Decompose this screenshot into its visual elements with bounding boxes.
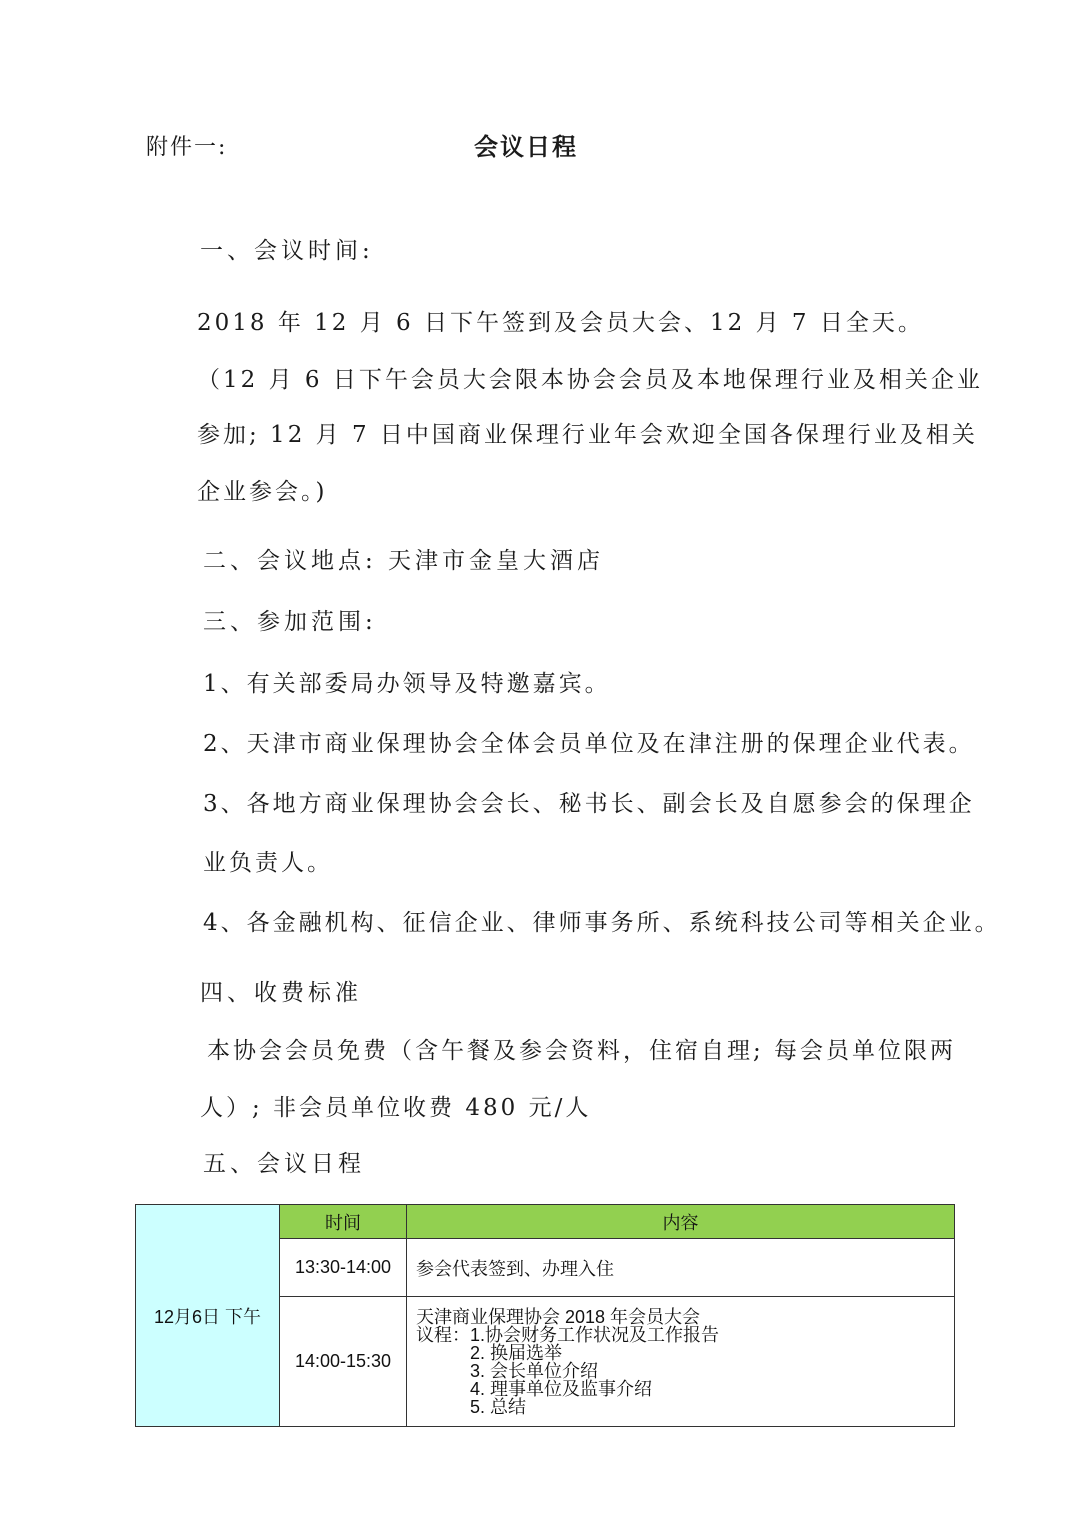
meeting-title: 天津商业保理协会 2018 年会员大会 bbox=[416, 1306, 701, 1327]
section-heading-fees: 四、收费标准 bbox=[200, 980, 362, 1006]
agenda-item-1: 议程：1.协会财务工作状况及工作报告 bbox=[416, 1324, 720, 1345]
schedule-content-cell bbox=[407, 1297, 955, 1427]
schedule-time-cell: 13:30-14:00 bbox=[280, 1239, 407, 1297]
time-line-4: 企业参会。) bbox=[197, 479, 328, 505]
column-header-time: 时间 bbox=[280, 1205, 407, 1239]
meeting-agenda bbox=[416, 1302, 954, 1422]
fees-line-1: 本协会会员免费（含午餐及参会资料，住宿自理; 每会员单位限两 bbox=[207, 1038, 957, 1064]
agenda-item-5: 5. 总结 bbox=[470, 1396, 527, 1417]
scope-item-1: 1、有关部委局办领导及特邀嘉宾。 bbox=[203, 671, 611, 697]
section-heading-agenda: 五、会议日程 bbox=[203, 1151, 365, 1177]
agenda-item-4: 4. 理事单位及监事介绍 bbox=[470, 1378, 653, 1399]
schedule-header-row bbox=[136, 1205, 955, 1239]
scope-item-3-line-1: 3、各地方商业保理协会会长、秘书长、副会长及自愿参会的保理企 bbox=[203, 791, 975, 817]
agenda-item-3: 3. 会长单位介绍 bbox=[470, 1360, 599, 1381]
schedule-table bbox=[135, 1204, 955, 1427]
annex-label: 附件一: bbox=[146, 135, 228, 160]
section-heading-time: 一、会议时间: bbox=[200, 238, 374, 264]
section-heading-venue: 二、会议地点: 天津市金皇大酒店 bbox=[203, 548, 605, 574]
fees-line-2: 人）; 非会员单位收费 480 元/人 bbox=[200, 1095, 592, 1121]
scope-item-3-line-2: 业负责人。 bbox=[203, 850, 333, 876]
schedule-time-cell: 14:00-15:30 bbox=[280, 1297, 407, 1427]
schedule-date-cell: 12月6日 下午 bbox=[136, 1205, 280, 1427]
time-line-3: 参加; 12 月 7 日中国商业保理行业年会欢迎全国各保理行业及相关 bbox=[197, 422, 978, 448]
schedule-content-cell: 参会代表签到、办理入住 bbox=[407, 1239, 955, 1297]
page-title: 会议日程 bbox=[474, 133, 578, 161]
agenda-item-2: 2. 换届选举 bbox=[470, 1342, 563, 1363]
time-line-2: （12 月 6 日下午会员大会限本协会会员及本地保理行业及相关企业 bbox=[197, 367, 983, 393]
scope-item-2: 2、天津市商业保理协会全体会员单位及在津注册的保理企业代表。 bbox=[203, 731, 975, 757]
column-header-content: 内容 bbox=[407, 1205, 955, 1239]
section-heading-scope: 三、参加范围: bbox=[203, 609, 377, 635]
scope-item-4: 4、各金融机构、征信企业、律师事务所、系统科技公司等相关企业。 bbox=[203, 910, 1001, 936]
time-line-1: 2018 年 12 月 6 日下午签到及会员大会、12 月 7 日全天。 bbox=[197, 310, 924, 336]
